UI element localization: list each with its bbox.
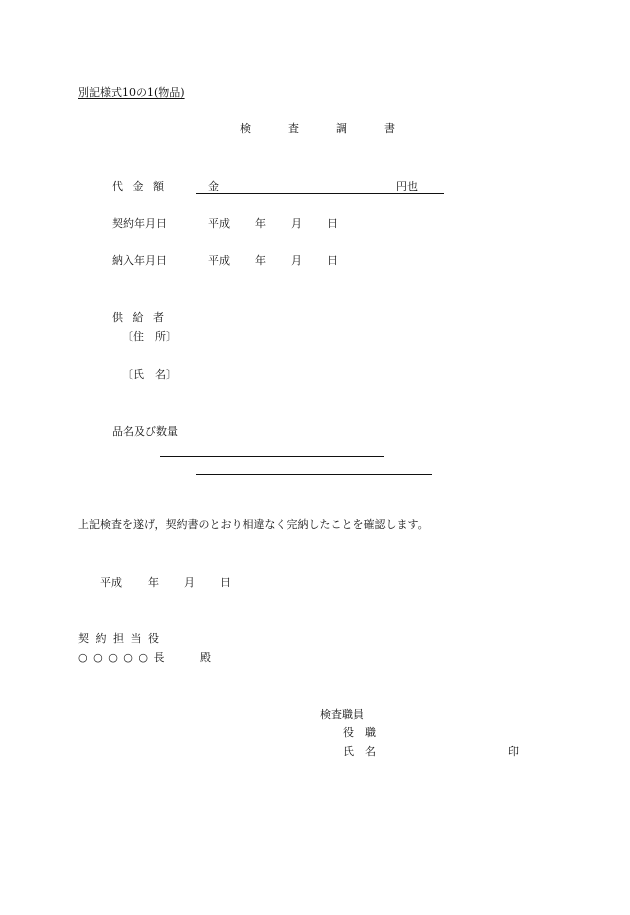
items-line-2 — [196, 474, 432, 475]
items-line-1 — [160, 456, 384, 457]
supplier-name-label: 〔氏 名〕 — [122, 368, 177, 381]
confirmation-statement: 上記検査を遂げ，契約書のとおり相違なく完納したことを確認します。 — [78, 518, 429, 531]
addressee-role: 契 約 担 当 役 — [78, 632, 159, 645]
delivery-date-day: 日 — [327, 254, 338, 267]
report-date-era: 平成 — [100, 576, 122, 589]
delivery-date-era: 平成 — [208, 254, 230, 267]
form-label: 別記様式10の1(物品) — [78, 86, 185, 99]
addressee-honorific: 殿 — [200, 651, 211, 664]
amount-prefix: 金 — [208, 180, 219, 193]
contract-date-label: 契約年月日 — [112, 217, 167, 230]
supplier-label: 供 給 者 — [112, 311, 164, 324]
delivery-date-month: 月 — [291, 254, 302, 267]
seal-mark: 印 — [508, 745, 519, 758]
contract-date-month: 月 — [291, 217, 302, 230]
report-date-month: 月 — [184, 576, 195, 589]
title-char-2: 査 — [288, 122, 299, 135]
delivery-date-label: 納入年月日 — [112, 254, 167, 267]
amount-underline — [196, 193, 444, 194]
addressee-name: ○ ○ ○ ○ ○ 長 — [78, 651, 165, 664]
inspector-post-label: 役 職 — [343, 726, 376, 739]
report-date-year: 年 — [148, 576, 159, 589]
inspector-name-label: 氏 名 — [343, 745, 376, 758]
contract-date-day: 日 — [327, 217, 338, 230]
title-char-1: 検 — [240, 122, 251, 135]
title-char-3: 調 — [336, 122, 347, 135]
contract-date-year: 年 — [255, 217, 266, 230]
amount-suffix: 円也 — [396, 180, 418, 193]
delivery-date-year: 年 — [255, 254, 266, 267]
items-label: 品名及び数量 — [112, 425, 178, 438]
report-date-day: 日 — [220, 576, 231, 589]
inspector-title: 検査職員 — [320, 708, 364, 721]
title-char-4: 書 — [384, 122, 395, 135]
supplier-address-label: 〔住 所〕 — [122, 330, 177, 343]
contract-date-era: 平成 — [208, 217, 230, 230]
amount-label: 代 金 額 — [112, 180, 164, 193]
